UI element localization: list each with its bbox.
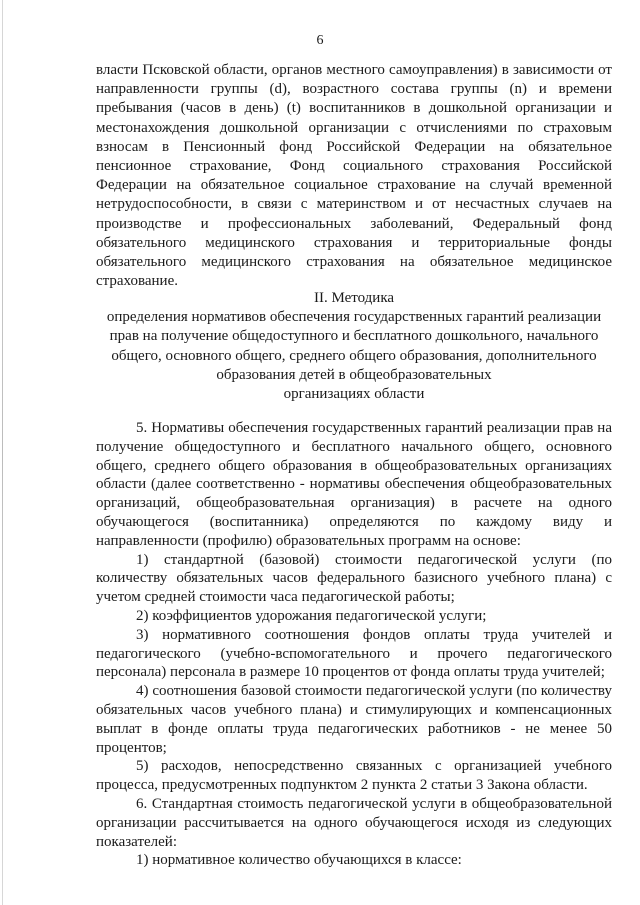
paragraph-item-5: 5. Нормативы обеспечения государственных гарантий реализации прав на получение общедоступного и бесплатного начального общего, основного общего, среднего общего образования в общеобразовательных организациях области (далее соответственно - нормативы обеспечения общеобразовательных организаций, общеобразовательная организация) в расчете на одного обучающегося (воспитанника) определяются по каждому виду и направленности (профилю) образовательных программ на основе: bbox=[96, 420, 612, 549]
section-subtitle-line: общего, основного общего, среднего общего образования, дополнительного bbox=[111, 347, 597, 364]
intro-text-block bbox=[96, 61, 612, 291]
section-title: II. Методика bbox=[313, 290, 395, 306]
page-edge-shadow bbox=[2, 0, 3, 905]
list-item: 2) коэффициентов удорожания педагогической услуги; bbox=[136, 607, 487, 624]
intro-paragraph: власти Псковской области, органов местного самоуправления) в зависимости от направленности группы (d), возрастного состава группы (n) и времени пребывания (часов в день) (t) воспитанников в дошкольной организации и местонахождения дошкольной организации с отчислениями по страховым взносам в Пенсионный фонд Российской Федерации на обязательное пенсионное страхование, Фонд социального страхования Российской Федерации на обязательное социальное страхование на случай временной нетрудоспособности, в связи с материнством и от несчастных случаев на производстве и профессиональных заболеваний, Федеральный фонд обязательного медицинского страхования и территориальные фонды обязательного медицинского страхования на обязательное медицинское страхование. bbox=[96, 62, 612, 290]
page-number: 6 bbox=[316, 33, 324, 48]
list-item: 1) нормативное количество обучающихся в классе: bbox=[136, 852, 462, 869]
section-subtitle-line: прав на получение общедоступного и бесплатного дошкольного, начального bbox=[109, 328, 599, 345]
paragraph-item-6: 6. Стандартная стоимость педагогической услуги в общеобразовательной организации рассчитывается на одного обучающегося исходя из следующих показателей: bbox=[96, 795, 612, 850]
list-item: 5) расходов, непосредственно связанных с организацией учебного процесса, предусмотренных подпунктом 2 пункта 2 статьи 3 Закона области. bbox=[96, 758, 612, 794]
list-item: 3) нормативного соотношения фондов оплаты труда учителей и педагогического (учебно-вспомогательного и прочего педагогического персонала) персонала в размере 10 процентов от фонда оплаты труда учителей; bbox=[96, 626, 612, 681]
section-subtitle-line: образования детей в общеобразовательных bbox=[216, 366, 492, 383]
body-text-block bbox=[96, 419, 612, 870]
list-item: 1) стандартной (базовой) стоимости педагогической услуги (по количеству обязательных часов федерального базисного учебного плана) с учетом средней стоимости часа педагогической работы; bbox=[96, 551, 612, 606]
section-subtitle-line: организациях области bbox=[283, 386, 425, 403]
section-subtitle-line: определения нормативов обеспечения государственных гарантий реализации bbox=[106, 309, 602, 326]
section-heading-block bbox=[96, 289, 612, 404]
list-item: 4) соотношения базовой стоимости педагогической услуги (по количеству обязательных часов учебного плана) и стимулирующих и компенсационных выплат в фонде оплаты труда педагогических работников - не менее 50 процентов; bbox=[96, 683, 612, 756]
